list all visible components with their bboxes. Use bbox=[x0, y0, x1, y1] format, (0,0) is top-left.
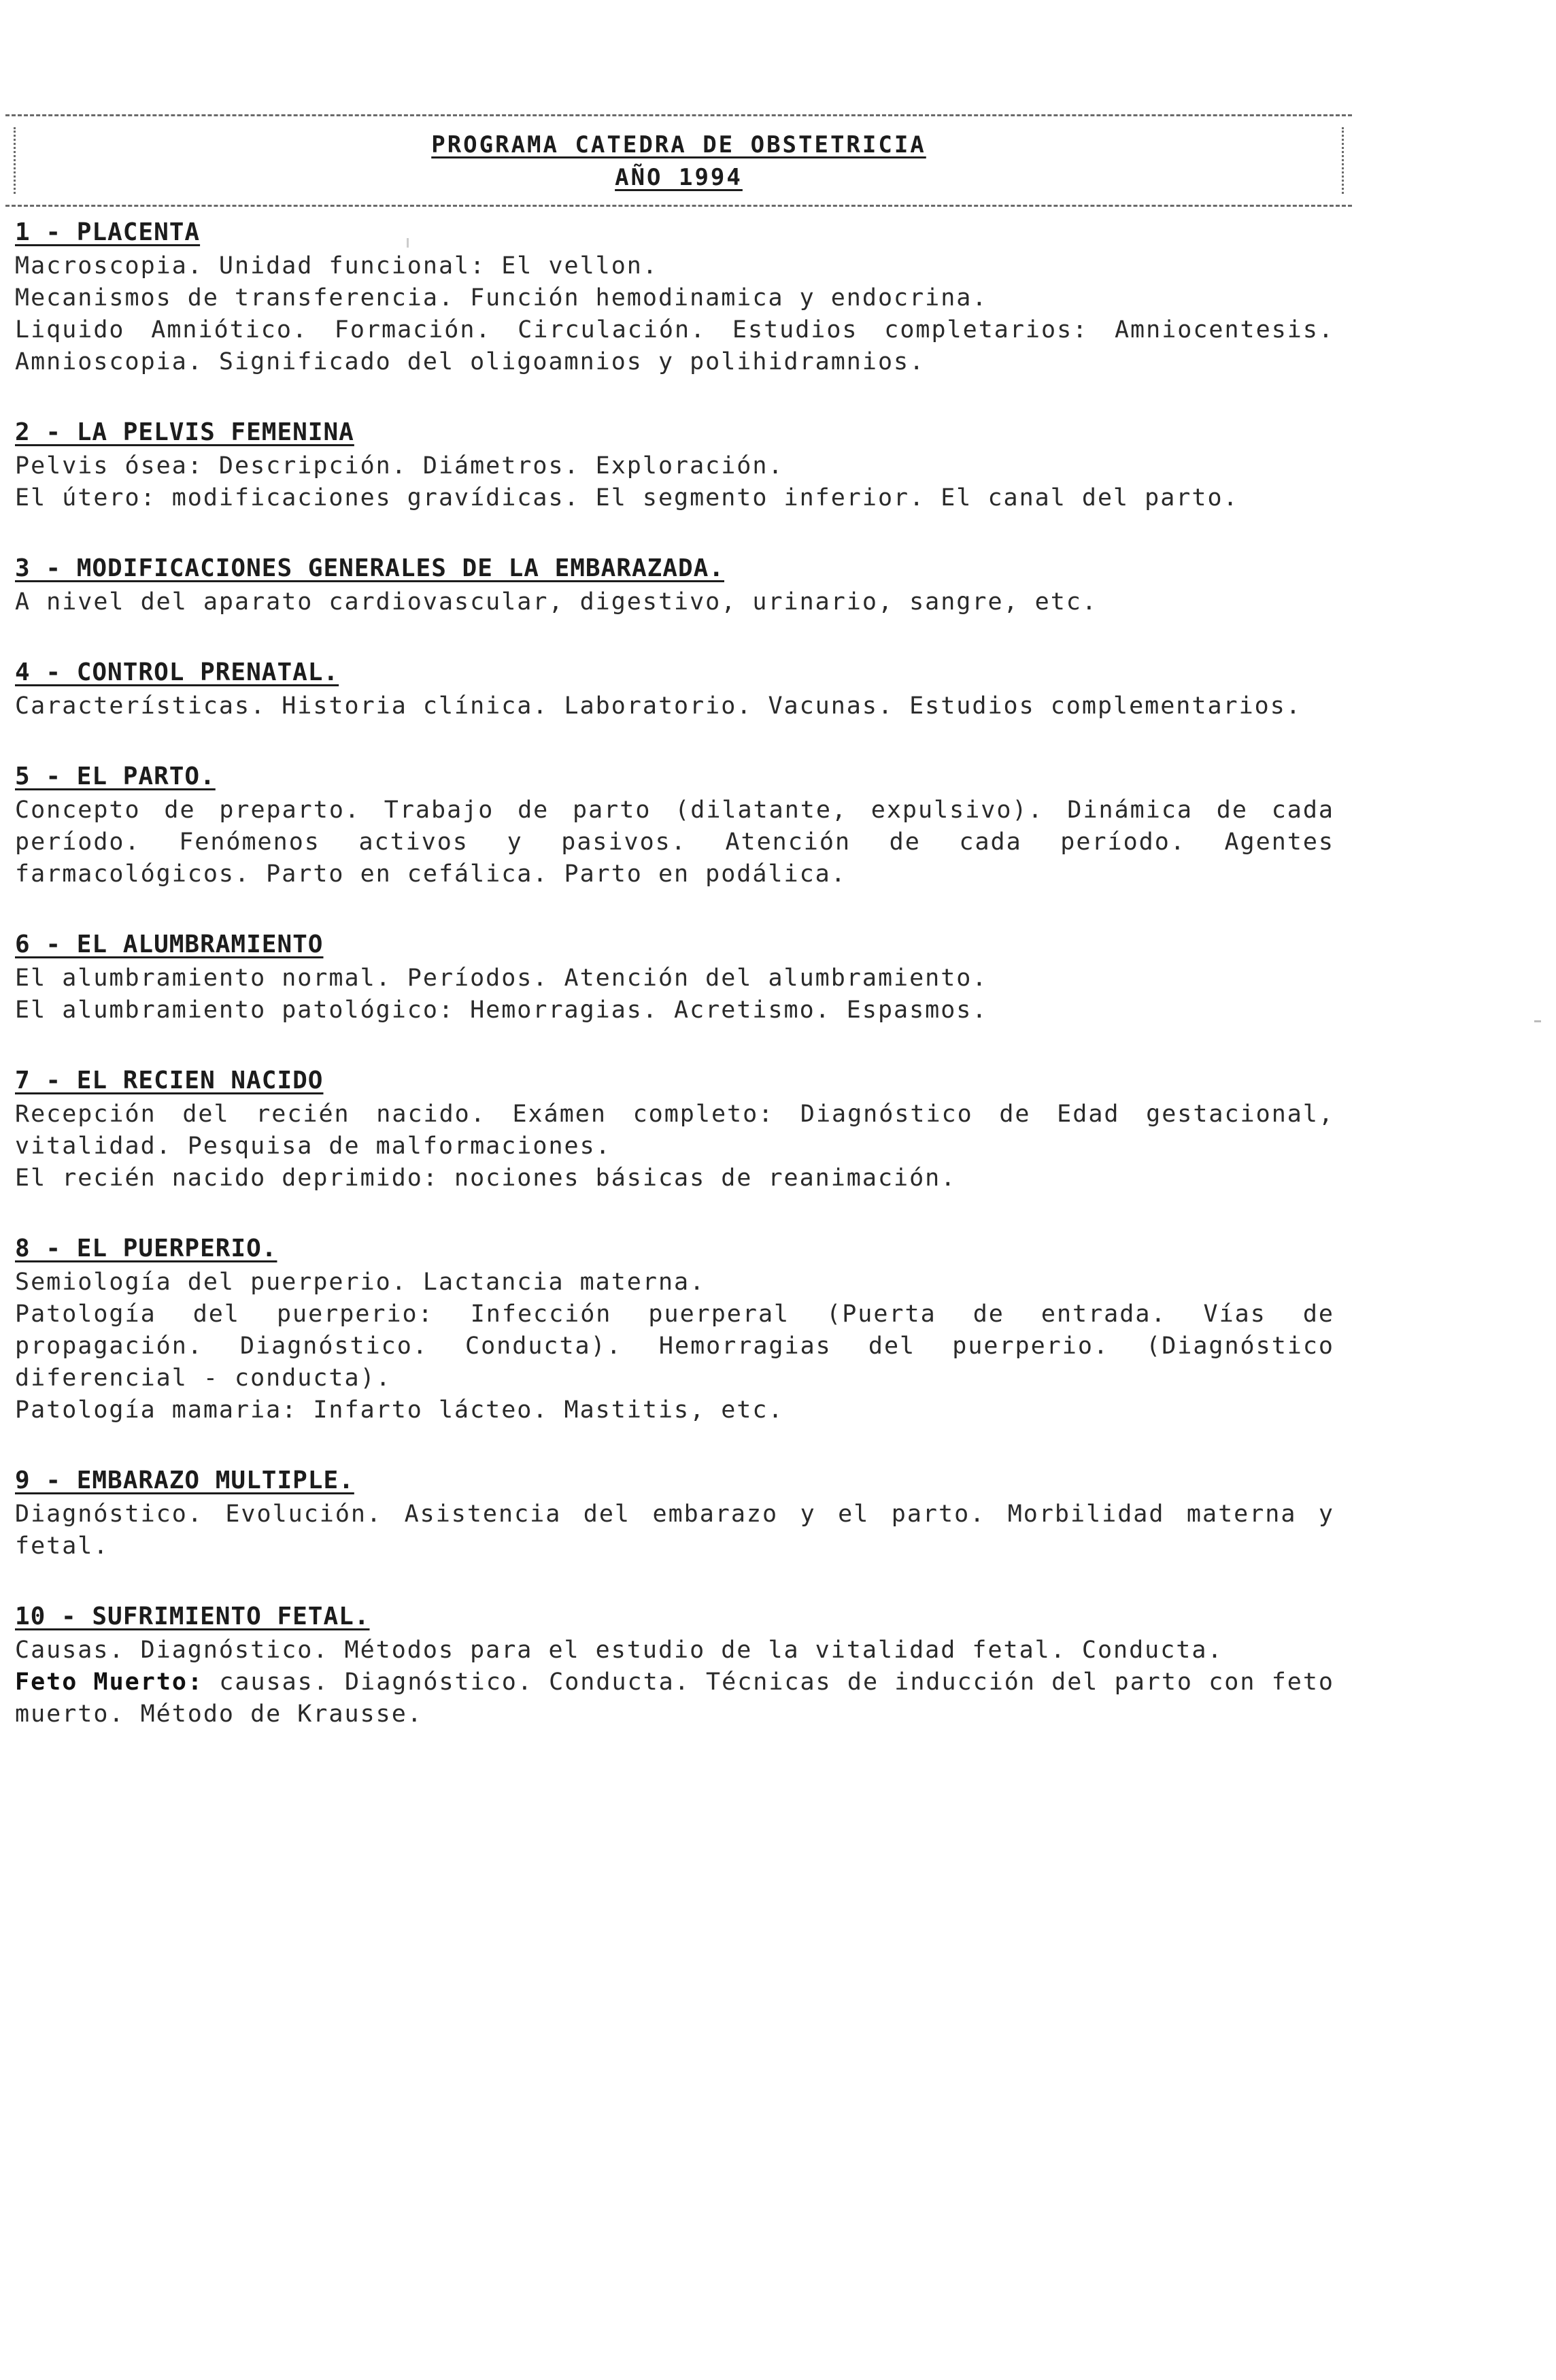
section-title: 7 - EL RECIEN NACIDO bbox=[15, 1067, 324, 1094]
section-paragraph: A nivel del aparato cardiovascular, digestivo, urinario, sangre, etc. bbox=[15, 588, 1098, 616]
header-box bbox=[5, 114, 1352, 207]
section-paragraph: El recién nacido deprimido: nociones básicas de reanimación. bbox=[15, 1164, 957, 1192]
section-control-prenatal bbox=[15, 656, 1334, 722]
lead-text: causas. Diagnóstico. Conducta. Técnicas de inducción del parto con feto muerto. Método de Krausse. bbox=[15, 1669, 1334, 1728]
program-content bbox=[15, 216, 1334, 1769]
section-puerperio bbox=[15, 1233, 1334, 1426]
section-title: 6 - EL ALUMBRAMIENTO bbox=[15, 931, 324, 958]
section-paragraph: El alumbramiento patológico: Hemorragias. Acretismo. Espasmos. bbox=[15, 996, 988, 1024]
section-sufrimiento-fetal bbox=[15, 1600, 1334, 1730]
section-placenta bbox=[15, 216, 1334, 378]
section-paragraph: Pelvis ósea: Descripción. Diámetros. Exploración. bbox=[15, 452, 784, 480]
section-body bbox=[15, 1267, 1334, 1426]
section-title: 2 - LA PELVIS FEMENINA bbox=[15, 418, 354, 446]
section-body bbox=[15, 450, 1334, 514]
section-title: 9 - EMBARAZO MULTIPLE. bbox=[15, 1466, 354, 1494]
section-title: 10 - SUFRIMIENTO FETAL. bbox=[15, 1603, 370, 1630]
section-paragraph: Características. Historia clínica. Laboratorio. Vacunas. Estudios complementarios. bbox=[15, 692, 1302, 720]
section-body bbox=[15, 962, 1334, 1026]
section-paragraph: Recepción del recién nacido. Exámen completo: Diagnóstico de Edad gestacional, vitalidad. Pesquisa de malformaciones. bbox=[15, 1101, 1334, 1160]
section-paragraph: Semiología del puerperio. Lactancia materna. bbox=[15, 1269, 706, 1296]
section-paragraph: Concepto de preparto. Trabajo de parto (dilatante, expulsivo). Dinámica de cada período. Fenómenos activos y pasivos. Atención de cada período. Agentes farmacológicos. Parto en cefálica. Parto en podálica. bbox=[15, 797, 1334, 888]
section-modificaciones bbox=[15, 552, 1334, 618]
section-paragraph: El alumbramiento normal. Períodos. Atención del alumbramiento. bbox=[15, 965, 988, 992]
section-recien-nacido bbox=[15, 1065, 1334, 1194]
section-paragraph: Patología mamaria: Infarto lácteo. Mastitis, etc. bbox=[15, 1396, 784, 1424]
section-body bbox=[15, 1498, 1334, 1562]
section-title: 5 - EL PARTO. bbox=[15, 762, 216, 790]
section-paragraph: Mecanismos de transferencia. Función hemodinamica y endocrina. bbox=[15, 284, 988, 312]
section-title: 3 - MODIFICACIONES GENERALES DE LA EMBARAZADA. bbox=[15, 554, 724, 582]
scan-speck bbox=[1534, 1020, 1541, 1022]
section-paragraph: El útero: modificaciones gravídicas. El segmento inferior. El canal del parto. bbox=[15, 484, 1239, 512]
section-alumbramiento bbox=[15, 928, 1334, 1026]
section-body bbox=[15, 690, 1334, 722]
document-year: AÑO 1994 bbox=[615, 164, 743, 191]
section-paragraph: Macroscopia. Unidad funcional: El vellon. bbox=[15, 252, 658, 280]
section-paragraph: Patología del puerperio: Infección puerperal (Puerta de entrada. Vías de propagación. Diagnóstico. Conducta). Hemorragias del puerperio. (Diagnóstico diferencial - conducta). bbox=[15, 1301, 1334, 1392]
lead-label: Feto Muerto: bbox=[15, 1669, 204, 1696]
section-title: 8 - EL PUERPERIO. bbox=[15, 1235, 277, 1262]
section-body bbox=[15, 250, 1334, 378]
section-body bbox=[15, 794, 1334, 890]
section-body bbox=[15, 1635, 1334, 1730]
section-paragraph: Diagnóstico. Evolución. Asistencia del embarazo y el parto. Morbilidad materna y fetal. bbox=[15, 1501, 1334, 1560]
section-body bbox=[15, 586, 1334, 618]
section-pelvis bbox=[15, 416, 1334, 514]
section-title: 1 - PLACENTA bbox=[15, 218, 201, 246]
section-parto bbox=[15, 760, 1334, 890]
section-paragraph: Causas. Diagnóstico. Métodos para el estudio de la vitalidad fetal. Conducta. bbox=[15, 1637, 1223, 1664]
section-paragraph: Liquido Amniótico. Formación. Circulación. Estudios completarios: Amniocentesis. Amnioscopia. Significado del oligoamnios y polihidramnios. bbox=[15, 316, 1334, 375]
section-paragraph-lead bbox=[15, 1666, 1334, 1730]
document-title: PROGRAMA CATEDRA DE OBSTETRICIA bbox=[431, 131, 926, 158]
section-title: 4 - CONTROL PRENATAL. bbox=[15, 658, 339, 686]
section-embarazo-multiple bbox=[15, 1464, 1334, 1562]
section-body bbox=[15, 1099, 1334, 1194]
